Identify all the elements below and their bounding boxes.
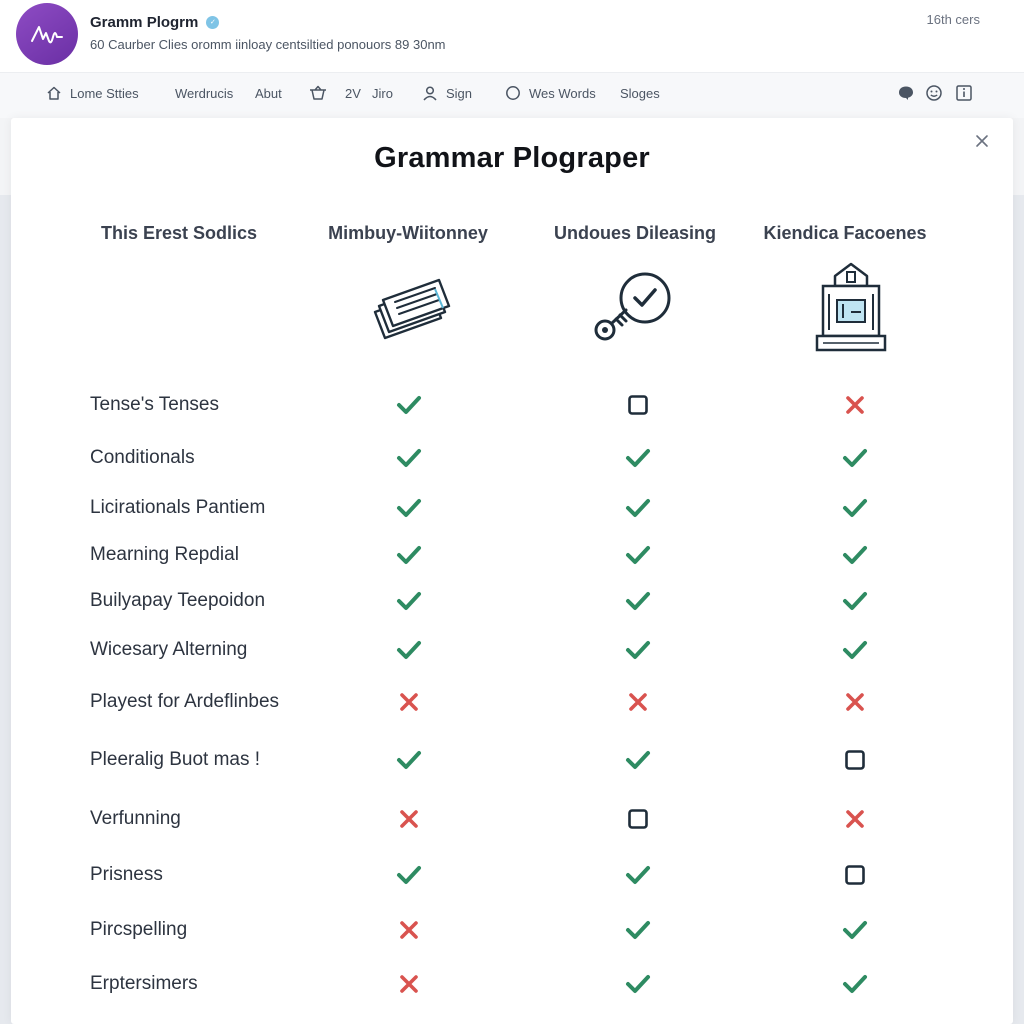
building-icon	[809, 260, 893, 356]
row-label: Verfunning	[90, 808, 181, 829]
empty-box-icon[interactable]	[623, 390, 653, 420]
cross-icon	[840, 687, 870, 717]
nav-item-label: Sign	[446, 85, 473, 101]
check-icon	[394, 390, 424, 420]
nav-item-werdrucis[interactable]	[175, 73, 233, 113]
nav-bar	[0, 72, 1024, 118]
check-icon	[623, 969, 653, 999]
key-check-icon	[589, 266, 681, 350]
check-icon	[840, 493, 870, 523]
check-icon	[840, 969, 870, 999]
check-icon	[394, 745, 424, 775]
modal-title: Grammar Plograper	[374, 142, 650, 174]
info-button[interactable]	[954, 83, 974, 103]
verified-badge: ✓	[206, 16, 219, 29]
nav-item-label: Jiro	[372, 85, 393, 101]
nav-item-2v[interactable]	[345, 73, 361, 113]
row-label: Builyapay Teepoidon	[90, 590, 266, 611]
row-label: Mearning Repdial	[90, 544, 239, 565]
row-label: Prisness	[90, 864, 163, 885]
empty-box-icon[interactable]	[840, 745, 870, 775]
cross-icon	[394, 915, 424, 945]
chat-icon	[897, 84, 915, 102]
notecards-icon	[365, 266, 457, 350]
check-icon	[840, 443, 870, 473]
row-label: Pircspelling	[90, 919, 188, 940]
nav-item-sloges[interactable]	[620, 73, 660, 113]
check-icon	[623, 443, 653, 473]
nav-item-abut[interactable]	[255, 73, 282, 113]
cross-icon	[394, 969, 424, 999]
building-illustration	[801, 258, 901, 358]
cross-icon	[623, 687, 653, 717]
basket-icon	[309, 85, 327, 101]
nav-item-label: Abut	[255, 85, 282, 101]
row-label: Wicesary Alterning	[90, 639, 248, 660]
info-icon	[955, 84, 973, 102]
nav-item-label: Werdrucis	[175, 85, 234, 101]
check-icon	[623, 860, 653, 890]
app-avatar[interactable]	[16, 3, 78, 65]
row-label: Licirationals Pantiem	[90, 497, 266, 518]
check-icon	[394, 493, 424, 523]
empty-box-icon[interactable]	[623, 804, 653, 834]
row-label: Tense's Tenses	[90, 394, 219, 415]
check-icon	[394, 586, 424, 616]
row-label: Playest for Ardeflinbes	[90, 691, 280, 712]
column-header: Kiendica Facoenes	[763, 223, 927, 243]
check-icon	[394, 443, 424, 473]
comparison-modal	[11, 118, 1013, 1024]
cross-icon	[394, 804, 424, 834]
home-icon	[46, 85, 62, 101]
nav-item-home[interactable]	[46, 73, 139, 113]
nav-item-basket[interactable]	[309, 73, 327, 113]
cross-icon	[394, 687, 424, 717]
check-icon	[623, 493, 653, 523]
smiley-button[interactable]	[924, 83, 944, 103]
key-check-illustration	[585, 258, 685, 358]
cross-icon	[840, 804, 870, 834]
column-header: Undoues Dileasing	[553, 223, 717, 243]
circle-icon	[505, 85, 521, 101]
app-header	[0, 0, 1024, 72]
row-label: Conditionals	[90, 447, 195, 468]
audio-wave-icon	[30, 19, 64, 49]
nav-item-sign[interactable]	[422, 73, 472, 113]
column-header: Mimbuy-Wiitonney	[328, 223, 488, 243]
check-icon	[623, 915, 653, 945]
app-name	[90, 14, 219, 31]
nav-item-label: Wes Words	[529, 85, 596, 101]
nav-item-jiro[interactable]	[372, 73, 393, 113]
check-icon	[623, 745, 653, 775]
check-icon	[840, 635, 870, 665]
column-header: This Erest Sodlics	[100, 223, 258, 243]
check-icon	[840, 915, 870, 945]
app-subtitle: 60 Caurber Clies oromm iinloay centsiltied ponouors 89 30nm	[90, 37, 446, 52]
nav-item-wes-words[interactable]	[505, 73, 596, 113]
nav-item-label: Lome Stties	[70, 85, 139, 101]
check-icon	[623, 540, 653, 570]
row-label: Pleeralig Buot mas !	[90, 749, 261, 770]
check-icon	[623, 635, 653, 665]
check-icon	[840, 540, 870, 570]
header-meta: 16th cers	[926, 12, 980, 27]
notecards-illustration	[361, 258, 461, 358]
check-icon	[394, 540, 424, 570]
empty-box-icon[interactable]	[840, 860, 870, 890]
check-icon	[394, 635, 424, 665]
chat-button[interactable]	[896, 83, 916, 103]
check-icon	[623, 586, 653, 616]
app-name-text: Gramm Plogrm	[90, 14, 199, 31]
nav-item-label: Sloges	[620, 85, 660, 101]
user-icon	[422, 85, 438, 101]
nav-item-label: 2V	[345, 85, 361, 101]
check-icon	[840, 586, 870, 616]
cross-icon	[840, 390, 870, 420]
row-label: Erptersimers	[90, 973, 198, 994]
smiley-icon	[925, 84, 943, 102]
check-icon	[394, 860, 424, 890]
